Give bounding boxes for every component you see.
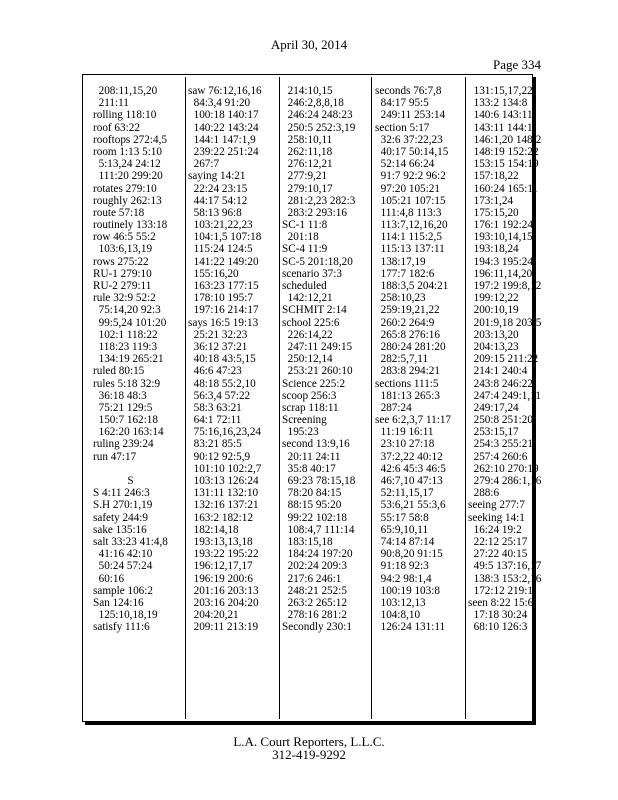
index-entry: run 47:17 bbox=[93, 450, 137, 463]
index-entry: 282:5,7,11 bbox=[375, 353, 429, 366]
index-entry: 42:6 45:3 46:5 bbox=[375, 462, 446, 475]
index-entry: 41:16 42:10 bbox=[93, 548, 153, 561]
index-entry: 36:18 48:3 bbox=[93, 389, 147, 402]
index-entry: 17:18 30:24 bbox=[468, 609, 528, 622]
index-entry: 36:12 37:21 bbox=[188, 340, 248, 353]
index-entry: 146:1,20 148:2 bbox=[468, 133, 542, 146]
index-entry: 208:11,15,20 bbox=[93, 85, 158, 97]
index-entry: 249:11 253:14 bbox=[375, 109, 446, 122]
index-entry: 150:7 162:18 bbox=[93, 414, 158, 427]
index-entry: 91:18 92:3 bbox=[375, 560, 429, 573]
index-entry: RU-1 279:10 bbox=[93, 267, 152, 280]
index-entry: 178:10 195:7 bbox=[188, 292, 253, 305]
index-entry: 27:22 40:15 bbox=[468, 548, 528, 561]
index-entry: 193:13,13,18 bbox=[188, 535, 253, 548]
index-entry: S.H 270:1,19 bbox=[93, 499, 153, 512]
index-entry: 46:7,10 47:13 bbox=[375, 475, 443, 487]
index-entry: see 6:2,3,7 11:17 bbox=[375, 414, 452, 427]
index-entry: 277:9,21 bbox=[282, 170, 328, 183]
index-entry: 204:20,21 bbox=[188, 609, 239, 622]
index-entry: 200:10,19 bbox=[468, 304, 519, 317]
index-entry: sections 111:5 bbox=[375, 377, 439, 390]
index-entry: 172:12 219:1 bbox=[468, 584, 533, 597]
index-column-1 bbox=[93, 85, 168, 633]
index-entry: 126:24 131:11 bbox=[375, 621, 446, 634]
index-entry: 100:19 103:8 bbox=[375, 584, 440, 597]
index-entry: 134:19 265:21 bbox=[93, 353, 164, 366]
index-entry: 250:12,14 bbox=[282, 353, 333, 366]
index-entry: 203:13,20 bbox=[468, 328, 519, 341]
index-entry: 84:3,4 91:20 bbox=[188, 97, 251, 110]
index-entry: 250:8 251:20 bbox=[468, 414, 533, 427]
index-entry: 105:21 107:15 bbox=[375, 194, 446, 207]
index-column-3 bbox=[282, 85, 355, 633]
index-entry: sake 135:16 bbox=[93, 523, 147, 536]
index-entry: 140:22 143:24 bbox=[188, 121, 259, 134]
index-entry: 55:17 58:8 bbox=[375, 511, 429, 524]
index-entry: SC-5 201:18,20 bbox=[282, 255, 353, 268]
index-entry: 48:18 55:2,10 bbox=[188, 377, 256, 390]
index-entry: 248:21 252:5 bbox=[282, 584, 347, 597]
index-entry: 253:15,17 bbox=[468, 426, 519, 439]
page-number: Page 334 bbox=[493, 57, 542, 72]
index-entry: 183:15,18 bbox=[282, 535, 333, 548]
index-entry: 115:13 137:11 bbox=[375, 243, 445, 256]
index-entry: 132:16 137:21 bbox=[188, 499, 259, 512]
index-entry: 247:11 249:15 bbox=[282, 340, 353, 353]
index-entry: 173:1,24 bbox=[468, 194, 514, 207]
index-entry: 115:24 124:5 bbox=[188, 243, 253, 256]
column-divider bbox=[185, 77, 186, 719]
index-entry: section 5:17 bbox=[375, 121, 430, 134]
index-entry: Science 225:2 bbox=[282, 377, 346, 390]
index-entry: 276:12,21 bbox=[282, 158, 333, 171]
index-entry: 37:2,22 40:12 bbox=[375, 450, 443, 463]
index-entry: 265:8 276:16 bbox=[375, 328, 440, 341]
index-entry: row 46:5 55:2 bbox=[93, 231, 156, 244]
index-entry: 253:21 260:10 bbox=[282, 365, 353, 378]
index-entry: 91:7 92:2 96:2 bbox=[375, 170, 446, 183]
index-entry: 148:19 152:22 bbox=[468, 145, 539, 158]
index-entry: 16:24 19:2 bbox=[468, 523, 522, 536]
index-entry: 262:11,18 bbox=[282, 145, 333, 158]
index-entry: roughly 262:13 bbox=[93, 194, 162, 207]
index-entry: 247:4 249:1,11 bbox=[468, 389, 541, 402]
index-entry: 160:24 165:11 bbox=[468, 182, 539, 195]
index-entry: 68:10 126:3 bbox=[468, 621, 528, 634]
index-entry: 138:17,19 bbox=[375, 255, 426, 268]
index-entry: seen 8:22 15:6 bbox=[468, 596, 534, 609]
index-entry: RU-2 279:11 bbox=[93, 280, 152, 292]
index-entry: safety 244:9 bbox=[93, 511, 148, 524]
index-entry: 288:6 bbox=[468, 487, 500, 500]
index-entry: 22:24 23:15 bbox=[188, 182, 248, 195]
index-entry: rolling 118:10 bbox=[93, 109, 157, 122]
index-entry: 258:10,23 bbox=[375, 292, 426, 305]
index-entry: 279:4 286:1,16 bbox=[468, 475, 542, 487]
index-entry: 114:1 115:2,5 bbox=[375, 231, 442, 244]
index-entry: 267:7 bbox=[188, 158, 220, 171]
index-entry: 155:16,20 bbox=[188, 267, 239, 280]
index-entry: school 225:6 bbox=[282, 316, 340, 329]
index-entry: 131:15,17,22 bbox=[468, 85, 533, 97]
index-column-5 bbox=[468, 85, 541, 633]
index-entry: 199:12,22 bbox=[468, 292, 519, 305]
index-entry: saw 76:12,16,16 bbox=[188, 85, 262, 97]
index-entry: 283:2 293:16 bbox=[282, 206, 347, 219]
index-entry: 184:24 197:20 bbox=[282, 548, 353, 561]
index-entry: 201:16 203:13 bbox=[188, 584, 259, 597]
index-entry: 157:18,22 bbox=[468, 170, 519, 183]
index-entry: 188:3,5 204:21 bbox=[375, 280, 449, 292]
index-entry: 280:24 281:20 bbox=[375, 340, 446, 353]
index-entry: 181:13 265:3 bbox=[375, 389, 440, 402]
index-entry: 53:6,21 55:3,6 bbox=[375, 499, 446, 512]
index-entry: 209:15 211:22 bbox=[468, 353, 539, 366]
index-entry: seeking 14:1 bbox=[468, 511, 525, 524]
index-entry: 22:12 25:17 bbox=[468, 535, 528, 548]
index-entry: 5:13,24 24:12 bbox=[93, 158, 161, 171]
index-entry: 65:9,10,11 bbox=[375, 523, 429, 536]
index-entry: 58:3 63:21 bbox=[188, 401, 242, 414]
index-entry: 197:16 214:17 bbox=[188, 304, 259, 317]
index-entry: 103:13 126:24 bbox=[188, 475, 259, 487]
index-entry: scrap 118:11 bbox=[282, 401, 339, 414]
index-entry: SC-4 11:9 bbox=[282, 243, 328, 256]
column-divider bbox=[279, 77, 280, 719]
index-entry: 211:11 bbox=[93, 97, 129, 110]
index-entry: rotates 279:10 bbox=[93, 182, 157, 195]
index-entry: 75:14,20 92:3 bbox=[93, 304, 161, 317]
index-entry: 104:1,5 107:18 bbox=[188, 231, 262, 244]
index-entry: 175:15,20 bbox=[468, 206, 519, 219]
index-entry: 209:11 213:19 bbox=[188, 621, 259, 634]
index-entry: 111:4,8 113:3 bbox=[375, 206, 442, 219]
index-entry: 279:10,17 bbox=[282, 182, 333, 195]
index-entry: 35:8 40:17 bbox=[282, 462, 336, 475]
index-entry: 118:23 119:3 bbox=[93, 340, 158, 353]
index-entry: 52:14 66:24 bbox=[375, 158, 435, 171]
index-entry: seeing 277:7 bbox=[468, 499, 525, 512]
blank-line bbox=[93, 463, 168, 475]
index-entry: 193:18,24 bbox=[468, 243, 519, 256]
index-entry: 101:10 102:2,7 bbox=[188, 462, 262, 475]
index-entry: 133:2 134:8 bbox=[468, 97, 528, 110]
index-entry: 202:24 209:3 bbox=[282, 560, 347, 573]
index-entry: ruling 239:24 bbox=[93, 438, 154, 451]
index-entry: room 1:13 5:10 bbox=[93, 145, 162, 158]
index-entry: 78:20 84:15 bbox=[282, 487, 342, 500]
page-date: April 30, 2014 bbox=[270, 37, 348, 52]
index-entry: satisfy 111:6 bbox=[93, 621, 150, 634]
index-entry: 49:5 137:16,17 bbox=[468, 560, 542, 573]
index-entry: 46:6 47:23 bbox=[188, 365, 242, 378]
index-entry: ruled 80:15 bbox=[93, 365, 145, 378]
index-entry: rules 5:18 32:9 bbox=[93, 377, 161, 390]
index-entry: says 16:5 19:13 bbox=[188, 316, 259, 329]
index-entry: 250:5 252:3,19 bbox=[282, 121, 356, 134]
index-entry: 138:3 153:2,16 bbox=[468, 572, 542, 585]
index-entry: 144:1 147:1,9 bbox=[188, 133, 256, 146]
index-entry: 193:10,14,15 bbox=[468, 231, 533, 244]
index-entry: 40:17 50:14,15 bbox=[375, 145, 449, 158]
index-entry: 176:1 192:24 bbox=[468, 219, 533, 232]
index-entry: 75:16,16,23,24 bbox=[188, 426, 262, 439]
index-entry: 20:11 24:11 bbox=[282, 450, 341, 463]
index-entry: 75:21 129:5 bbox=[93, 401, 153, 414]
index-entry: 111:20 299:20 bbox=[93, 170, 163, 183]
index-entry: 201:9,18 203:5 bbox=[468, 316, 542, 329]
index-entry: 140:6 143:11 bbox=[468, 109, 533, 122]
index-entry: 142:12,21 bbox=[282, 292, 333, 305]
index-entry: Secondly 230:1 bbox=[282, 621, 352, 634]
index-entry: seconds 76:7,8 bbox=[375, 85, 442, 97]
index-entry: 283:8 294:21 bbox=[375, 365, 440, 378]
index-entry: 163:23 177:15 bbox=[188, 280, 259, 292]
index-entry: roof 63:22 bbox=[93, 121, 140, 134]
index-entry: 113:7,12,16,20 bbox=[375, 219, 448, 232]
index-entry: 194:3 195:24 bbox=[468, 255, 533, 268]
index-entry: SCHMIT 2:14 bbox=[282, 304, 347, 317]
index-entry: 287:24 bbox=[375, 401, 412, 414]
index-entry: 104:8,10 bbox=[375, 609, 421, 622]
index-entry: 103:21,22,23 bbox=[188, 219, 253, 232]
index-entry: rule 32:9 52:2 bbox=[93, 292, 156, 305]
index-frame bbox=[82, 74, 542, 722]
index-entry: 278:16 281:2 bbox=[282, 609, 347, 622]
index-entry: salt 33:23 41:4,8 bbox=[93, 535, 168, 548]
index-entry: 125:10,18,19 bbox=[93, 609, 158, 622]
index-entry: 64:1 72:11 bbox=[188, 414, 242, 427]
index-entry: 243:8 246:22 bbox=[468, 377, 533, 390]
index-entry: 163:2 182:12 bbox=[188, 511, 253, 524]
index-entry: 153:15 154:19 bbox=[468, 158, 539, 171]
section-letter: S bbox=[127, 475, 134, 487]
index-entry: saying 14:21 bbox=[188, 170, 246, 183]
index-entry: 40:18 43:5,15 bbox=[188, 353, 256, 366]
index-entry: rows 275:22 bbox=[93, 255, 149, 268]
index-entry: 108:4,7 111:14 bbox=[282, 523, 355, 536]
index-entry: 203:16 204:20 bbox=[188, 596, 259, 609]
index-entry: 103:6,13,19 bbox=[93, 243, 153, 256]
index-entry: 23:10 27:18 bbox=[375, 438, 435, 451]
index-entry: 97:20 105:21 bbox=[375, 182, 440, 195]
index-entry: 90:8,20 91:15 bbox=[375, 548, 443, 561]
index-entry: 102:1 118:22 bbox=[93, 328, 158, 341]
index-entry: 257:4 260:6 bbox=[468, 450, 528, 463]
index-entry: scenario 37:3 bbox=[282, 267, 342, 280]
index-entry: 196:12,17,17 bbox=[188, 560, 253, 573]
index-entry: second 13:9,16 bbox=[282, 438, 350, 451]
index-entry: 141:22 149:20 bbox=[188, 255, 259, 268]
index-entry: 25:21 32:23 bbox=[188, 328, 248, 341]
index-entry: scheduled bbox=[282, 280, 327, 292]
footer-phone: 312-419-9292 bbox=[272, 747, 346, 762]
index-entry: 162:20 163:14 bbox=[93, 426, 164, 439]
index-entry: 60:16 bbox=[93, 572, 125, 585]
index-entry: 197:2 199:8,12 bbox=[468, 280, 542, 292]
index-entry: routinely 133:18 bbox=[93, 219, 168, 232]
index-entry: 263:2 265:12 bbox=[282, 596, 347, 609]
index-entry: 239:22 251:24 bbox=[188, 145, 259, 158]
index-entry: 83:21 85:5 bbox=[188, 438, 242, 451]
index-entry: 249:17,24 bbox=[468, 401, 519, 414]
index-entry: 56:3,4 57:22 bbox=[188, 389, 251, 402]
index-entry: 90:12 92:5,9 bbox=[188, 450, 251, 463]
index-entry: 246:2,8,8,18 bbox=[282, 97, 344, 110]
index-entry: 58:13 96:8 bbox=[188, 206, 242, 219]
index-entry: 254:3 255:21 bbox=[468, 438, 533, 451]
index-entry: 177:7 182:6 bbox=[375, 267, 435, 280]
index-entry: 88:15 95:20 bbox=[282, 499, 342, 512]
index-entry: 44:17 54:12 bbox=[188, 194, 248, 207]
index-entry: 11:19 16:11 bbox=[375, 426, 434, 439]
index-column-4 bbox=[375, 85, 451, 633]
index-entry: 196:11,14,20 bbox=[468, 267, 533, 280]
index-entry: 226:14,22 bbox=[282, 328, 333, 341]
index-entry: 84:17 95:5 bbox=[375, 97, 429, 110]
index-entry: 100:18 140:17 bbox=[188, 109, 259, 122]
index-entry: 99:5,24 101:20 bbox=[93, 316, 167, 329]
index-entry: S 4:11 246:3 bbox=[93, 487, 150, 500]
index-entry: 131:11 132:10 bbox=[188, 487, 259, 500]
index-entry: 74:14 87:14 bbox=[375, 535, 435, 548]
column-divider bbox=[371, 77, 372, 719]
index-entry: sample 106:2 bbox=[93, 584, 153, 597]
index-entry: 204:13,23 bbox=[468, 340, 519, 353]
index-entry: 214:1 240:4 bbox=[468, 365, 528, 378]
index-entry: 217:6 246:1 bbox=[282, 572, 342, 585]
index-entry: 260:2 264:9 bbox=[375, 316, 435, 329]
index-entry: Screening bbox=[282, 414, 327, 427]
index-entry: 201:18 bbox=[282, 231, 319, 244]
index-entry: 94:2 98:1,4 bbox=[375, 572, 432, 585]
index-entry: 32:6 37:22,23 bbox=[375, 133, 443, 146]
footer-company: L.A. Court Reporters, L.L.C. bbox=[233, 734, 385, 749]
index-entry: rooftops 272:4,5 bbox=[93, 133, 167, 146]
index-entry: 259:19,21,22 bbox=[375, 304, 440, 317]
index-entry: 193:22 195:22 bbox=[188, 548, 259, 561]
index-entry: 143:11 144:1 bbox=[468, 121, 533, 134]
index-entry: 50:24 57:24 bbox=[93, 560, 153, 573]
column-divider bbox=[465, 77, 466, 719]
index-entry: 258:10,11 bbox=[282, 133, 333, 146]
index-entry: 195:23 bbox=[282, 426, 319, 439]
index-entry: San 124:16 bbox=[93, 596, 144, 609]
index-entry: 103:12,13 bbox=[375, 596, 426, 609]
index-entry: 69:23 78:15,18 bbox=[282, 475, 356, 487]
index-column-2 bbox=[188, 85, 262, 633]
index-entry: 281:2,23 282:3 bbox=[282, 194, 356, 207]
index-entry: 262:10 270:19 bbox=[468, 462, 539, 475]
index-entry: 182:14,18 bbox=[188, 523, 239, 536]
index-entry: SC-1 11:8 bbox=[282, 219, 328, 232]
index-entry: scoop 256:3 bbox=[282, 389, 337, 402]
index-entry: 52:11,15,17 bbox=[375, 487, 434, 500]
index-entry: route 57:18 bbox=[93, 206, 145, 219]
index-entry: 246:24 248:23 bbox=[282, 109, 353, 122]
index-entry: 99:22 102:18 bbox=[282, 511, 347, 524]
index-entry: 214:10,15 bbox=[282, 85, 333, 97]
index-entry: 196:19 200:6 bbox=[188, 572, 253, 585]
